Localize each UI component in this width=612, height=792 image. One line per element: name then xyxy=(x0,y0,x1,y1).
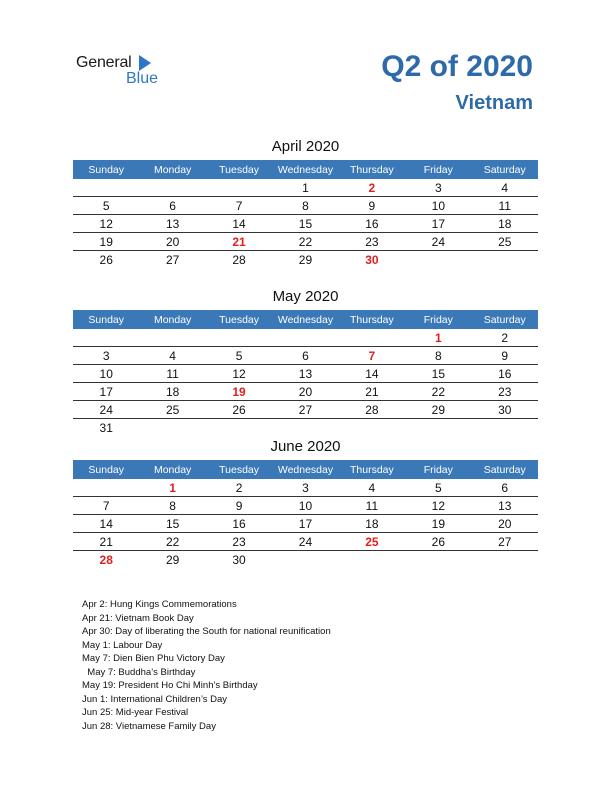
day-cell: 2 xyxy=(501,330,509,345)
day-cell: 19 xyxy=(232,384,246,399)
day-cell: 23 xyxy=(232,534,246,549)
holiday-note: May 7: Buddha’s Birthday xyxy=(82,666,196,678)
weekday-label: Wednesday xyxy=(277,163,334,176)
day-cell: 23 xyxy=(365,234,379,249)
day-cell: 20 xyxy=(298,384,313,399)
weekday-label: Wednesday xyxy=(277,313,334,326)
week-row xyxy=(73,383,538,401)
logo-triangle-icon xyxy=(139,55,151,71)
holiday-note: Jun 1: International Children’s Day xyxy=(82,693,228,705)
weekday-label: Tuesday xyxy=(219,163,259,176)
day-cell: 19 xyxy=(431,516,445,531)
day-cell: 1 xyxy=(169,480,176,495)
weekday-label: Tuesday xyxy=(219,313,259,326)
week-row xyxy=(73,329,538,347)
day-cell: 5 xyxy=(434,480,442,495)
weekday-label: Monday xyxy=(153,463,192,476)
day-cell: 7 xyxy=(368,348,376,363)
day-cell: 6 xyxy=(501,480,509,495)
day-cell: 24 xyxy=(298,534,313,549)
weekday-label: Monday xyxy=(153,313,192,326)
holiday-note: Apr 30: Day of liberating the South for national reunification xyxy=(82,626,331,637)
day-cell: 3 xyxy=(302,480,309,495)
day-cell: 8 xyxy=(302,198,309,213)
week-row xyxy=(73,197,538,215)
day-cell: 30 xyxy=(498,402,512,417)
page-title: Q2 of 2020 xyxy=(381,50,533,83)
weekday-label: Thursday xyxy=(350,463,394,476)
day-cell: 1 xyxy=(434,330,442,345)
day-cell: 14 xyxy=(232,216,246,231)
day-cell: 11 xyxy=(166,366,179,381)
day-cell: 11 xyxy=(498,198,511,213)
day-cell: 18 xyxy=(165,384,180,399)
day-cell: 21 xyxy=(99,534,113,549)
day-cell: 17 xyxy=(431,216,445,231)
day-cell: 12 xyxy=(431,498,445,513)
day-cell: 25 xyxy=(498,234,512,249)
day-cell: 8 xyxy=(434,348,442,363)
month-april xyxy=(73,138,538,268)
weekday-label: Tuesday xyxy=(219,463,259,476)
day-cell: 10 xyxy=(298,498,313,513)
day-cell: 26 xyxy=(431,534,445,549)
month-title: May 2020 xyxy=(272,288,339,305)
weekday-header xyxy=(73,310,538,329)
holiday-note: May 7: Dien Bien Phu Victory Day xyxy=(82,653,225,664)
holiday-notes xyxy=(82,598,331,733)
weekday-label: Saturday xyxy=(483,163,526,176)
day-cell: 4 xyxy=(169,348,176,363)
week-row xyxy=(73,551,538,568)
day-cell: 4 xyxy=(501,180,509,195)
day-cell: 25 xyxy=(165,402,180,417)
week-row xyxy=(73,347,538,365)
day-cell: 23 xyxy=(498,384,512,399)
day-cell: 28 xyxy=(365,402,379,417)
month-june xyxy=(73,438,538,568)
holiday-note: May 19: President Ho Chi Minh’s Birthday xyxy=(82,680,258,691)
weekday-label: Friday xyxy=(423,163,453,176)
day-cell: 6 xyxy=(302,348,309,363)
weekday-label: Friday xyxy=(423,313,453,326)
day-cell: 21 xyxy=(232,234,246,249)
month-title: April 2020 xyxy=(271,138,340,155)
weekday-label: Friday xyxy=(423,463,453,476)
day-cell: 31 xyxy=(99,420,113,435)
day-cell: 2 xyxy=(368,180,376,195)
day-cell: 3 xyxy=(434,180,442,195)
day-cell: 5 xyxy=(235,348,243,363)
weekday-label: Wednesday xyxy=(277,463,334,476)
day-cell: 12 xyxy=(232,366,246,381)
day-cell: 16 xyxy=(232,516,246,531)
holiday-note: Apr 21: Vietnam Book Day xyxy=(82,612,194,624)
day-cell: 13 xyxy=(298,366,313,381)
day-cell: 8 xyxy=(169,498,176,513)
weekday-header xyxy=(73,160,538,179)
weekday-header xyxy=(73,460,538,479)
day-cell: 13 xyxy=(165,216,180,231)
day-cell: 6 xyxy=(169,198,176,213)
month-title: June 2020 xyxy=(270,438,341,455)
day-cell: 29 xyxy=(298,252,313,267)
day-cell: 18 xyxy=(498,216,512,231)
week-row xyxy=(73,233,538,251)
holiday-note: Jun 25: Mid-year Festival xyxy=(82,707,189,718)
day-cell: 19 xyxy=(99,234,113,249)
week-row xyxy=(73,497,538,515)
day-cell: 28 xyxy=(232,252,246,267)
day-cell: 27 xyxy=(498,534,512,549)
day-cell: 24 xyxy=(431,234,445,249)
week-row xyxy=(73,179,538,197)
month-may xyxy=(73,288,538,436)
weekday-label: Sunday xyxy=(88,163,125,176)
weekday-label: Sunday xyxy=(88,313,125,326)
day-cell: 18 xyxy=(365,516,379,531)
day-cell: 20 xyxy=(498,516,512,531)
weekday-label: Saturday xyxy=(483,313,526,326)
day-cell: 1 xyxy=(302,180,309,195)
day-cell: 3 xyxy=(102,348,110,363)
weekday-label: Thursday xyxy=(350,163,394,176)
day-cell: 11 xyxy=(365,498,379,513)
day-cell: 29 xyxy=(165,552,180,567)
day-cell: 16 xyxy=(365,216,379,231)
day-cell: 2 xyxy=(235,480,243,495)
day-cell: 9 xyxy=(368,198,376,213)
day-cell: 27 xyxy=(165,252,180,267)
day-cell: 22 xyxy=(298,234,313,249)
week-row xyxy=(73,401,538,419)
day-cell: 27 xyxy=(298,402,313,417)
day-cell: 10 xyxy=(99,366,113,381)
day-cell: 24 xyxy=(99,402,113,417)
weekday-label: Thursday xyxy=(350,313,394,326)
weekday-label: Sunday xyxy=(88,463,125,476)
day-cell: 22 xyxy=(431,384,445,399)
day-cell: 25 xyxy=(365,534,379,549)
day-cell: 17 xyxy=(298,516,313,531)
holiday-note: Apr 2: Hung Kings Commemorations xyxy=(82,599,237,610)
logo xyxy=(76,52,176,88)
day-cell: 26 xyxy=(232,402,246,417)
day-cell: 14 xyxy=(99,516,113,531)
week-row xyxy=(73,515,538,533)
day-cell: 20 xyxy=(165,234,180,249)
day-cell: 7 xyxy=(102,498,110,513)
day-cell: 10 xyxy=(431,198,445,213)
country-title: Vietnam xyxy=(455,92,533,114)
day-cell: 7 xyxy=(235,198,243,213)
day-cell: 16 xyxy=(498,366,512,381)
week-row xyxy=(73,251,538,268)
week-row xyxy=(73,419,538,436)
logo-general-text: General xyxy=(76,54,132,71)
day-cell: 21 xyxy=(365,384,379,399)
holiday-note: Jun 28: Vietnamese Family Day xyxy=(82,720,216,732)
day-cell: 15 xyxy=(298,216,313,231)
logo-blue-text: Blue xyxy=(126,70,159,87)
day-cell: 9 xyxy=(235,498,243,513)
day-cell: 30 xyxy=(232,552,246,567)
day-cell: 13 xyxy=(498,498,512,513)
day-cell: 4 xyxy=(368,480,376,495)
day-cell: 30 xyxy=(365,252,379,267)
day-cell: 12 xyxy=(99,216,113,231)
weekday-label: Saturday xyxy=(483,463,526,476)
day-cell: 15 xyxy=(165,516,180,531)
day-cell: 9 xyxy=(501,348,509,363)
weekday-label: Monday xyxy=(153,163,192,176)
day-cell: 5 xyxy=(102,198,110,213)
day-cell: 17 xyxy=(99,384,113,399)
day-cell: 22 xyxy=(165,534,180,549)
week-row xyxy=(73,533,538,551)
week-row xyxy=(73,479,538,497)
day-cell: 29 xyxy=(431,402,445,417)
holiday-note: May 1: Labour Day xyxy=(82,639,163,651)
day-cell: 28 xyxy=(99,552,113,567)
week-row xyxy=(73,215,538,233)
week-row xyxy=(73,365,538,383)
day-cell: 15 xyxy=(431,366,445,381)
day-cell: 14 xyxy=(365,366,379,381)
day-cell: 26 xyxy=(99,252,113,267)
